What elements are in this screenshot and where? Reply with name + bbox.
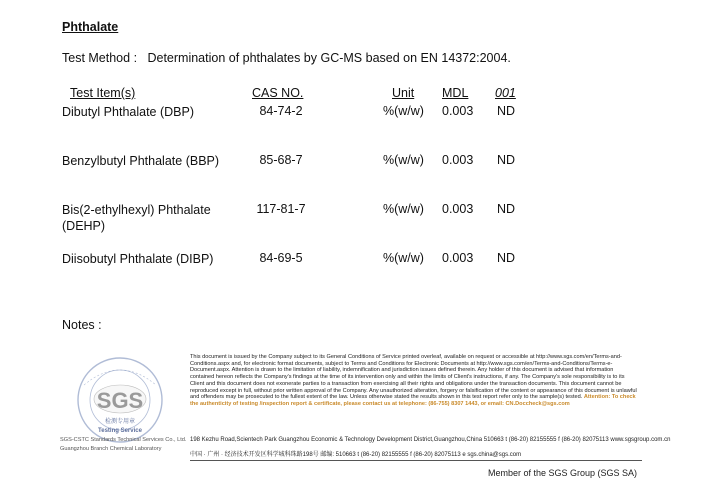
seal-logo-text: SGS (96, 388, 144, 413)
sgs-testing-seal (60, 355, 187, 445)
header-test-item: Test Item(s) (70, 86, 136, 100)
row-1-mdl: 0.003 (442, 104, 474, 118)
legal-fine-print (190, 354, 638, 408)
row-2-name: Benzylbutyl Phthalate (BBP) (62, 154, 220, 168)
notes-label: Notes : (62, 318, 102, 332)
row-4-unit: %(w/w) (383, 251, 424, 265)
row-4-result: ND (497, 251, 516, 265)
row-3-result: ND (497, 202, 516, 216)
row-2-unit: %(w/w) (383, 153, 424, 167)
address-english: 198 Kezhu Road,Scientech Park Guangzhou Economic & Technology Development District,Guangzhou,China 510663 t (86-20) 82155555 f (86-20) 82075113 www.sgsgroup.com.cn (190, 437, 671, 443)
fine-print-text: This document is issued by the Company subject to its General Conditions of Service printed overleaf, available on request or accessible at http://www.sgs.com/en/Terms-and-Conditions.aspx and, for electronic format documents, subject to Terms and Conditions for Electronic Documents at http://www.sgs.com/en/Terms-and-Conditions/Terms-e-Document.aspx. Attention is drawn to the limitation of liability, indemnification and jurisdiction issues defined therein. Any holder of this document is advised that information contained hereon reflects the Company's findings at the time of its intervention only and within the limits of Client's instructions, if any. The Company's sole responsibility is to its Client and this document does not exonerate parties to a transaction from exercising all their rights and obligations under the transaction documents. This document cannot be reproduced except in full, without prior written approval of the Company. Any unauthorized alteration, forgery or falsification of the content or appearance of this document is unlawful and offenders may be prosecuted to the fullest extent of the law. Unless otherwise stated the results shown in this test report refer only to the sample(s) tested. (190, 354, 637, 401)
row-2-result: ND (497, 153, 516, 167)
seal-center-line: 检测专用章 (104, 418, 136, 425)
row-3-unit: %(w/w) (383, 202, 424, 216)
test-method-value: Determination of phthalates by GC-MS based on EN 14372:2004. (147, 51, 511, 65)
header-sample-id: 001 (495, 86, 516, 100)
test-method-label: Test Method : (62, 51, 138, 65)
row-3-cas: 117-81-7 (256, 202, 306, 216)
seal-lab-line-2: Guangzhou Branch Chemical Laboratory (60, 446, 162, 452)
row-3-name: Bis(2-ethylhexyl) Phthalate (DEHP) (62, 203, 211, 233)
row-4-cas: 84-69-5 (259, 251, 303, 265)
row-1-cas: 84-74-2 (259, 104, 303, 118)
row-2-mdl: 0.003 (442, 153, 474, 167)
row-4-mdl: 0.003 (442, 251, 474, 265)
test-method (62, 51, 511, 65)
header-unit: Unit (392, 86, 415, 100)
header-cas: CAS NO. (252, 86, 304, 100)
seal-lab-line: SGS-CSTC Standards Technical Services Co., Ltd. (60, 437, 187, 443)
row-1-result: ND (497, 104, 516, 118)
seal-service: Testing Service (98, 428, 142, 434)
address-chinese: 中国 · 广州 · 经济技术开发区科学城科珠路198号 邮编: 510663 t (86-20) 82155555 f (86-20) 82075113 e sgs.china@sgs.com (190, 452, 522, 458)
sgs-member-line: Member of the SGS Group (SGS SA) (488, 468, 638, 478)
footer-divider (190, 460, 642, 461)
row-2-cas: 85-68-7 (259, 153, 303, 167)
section-title: Phthalate (62, 20, 119, 34)
header-mdl: MDL (442, 86, 469, 100)
authenticity-notice: Attention: To check the authenticity of testing /inspection report & certificate, please contact us at telephone: (86-755) 8307 1443, or email: CN.Doccheck@sgs.com (190, 394, 636, 407)
row-1-name: Dibutyl Phthalate (DBP) (62, 105, 195, 119)
row-3-mdl: 0.003 (442, 202, 474, 216)
row-4-name: Diisobutyl Phthalate (DIBP) (62, 252, 214, 266)
row-1-unit: %(w/w) (383, 104, 424, 118)
